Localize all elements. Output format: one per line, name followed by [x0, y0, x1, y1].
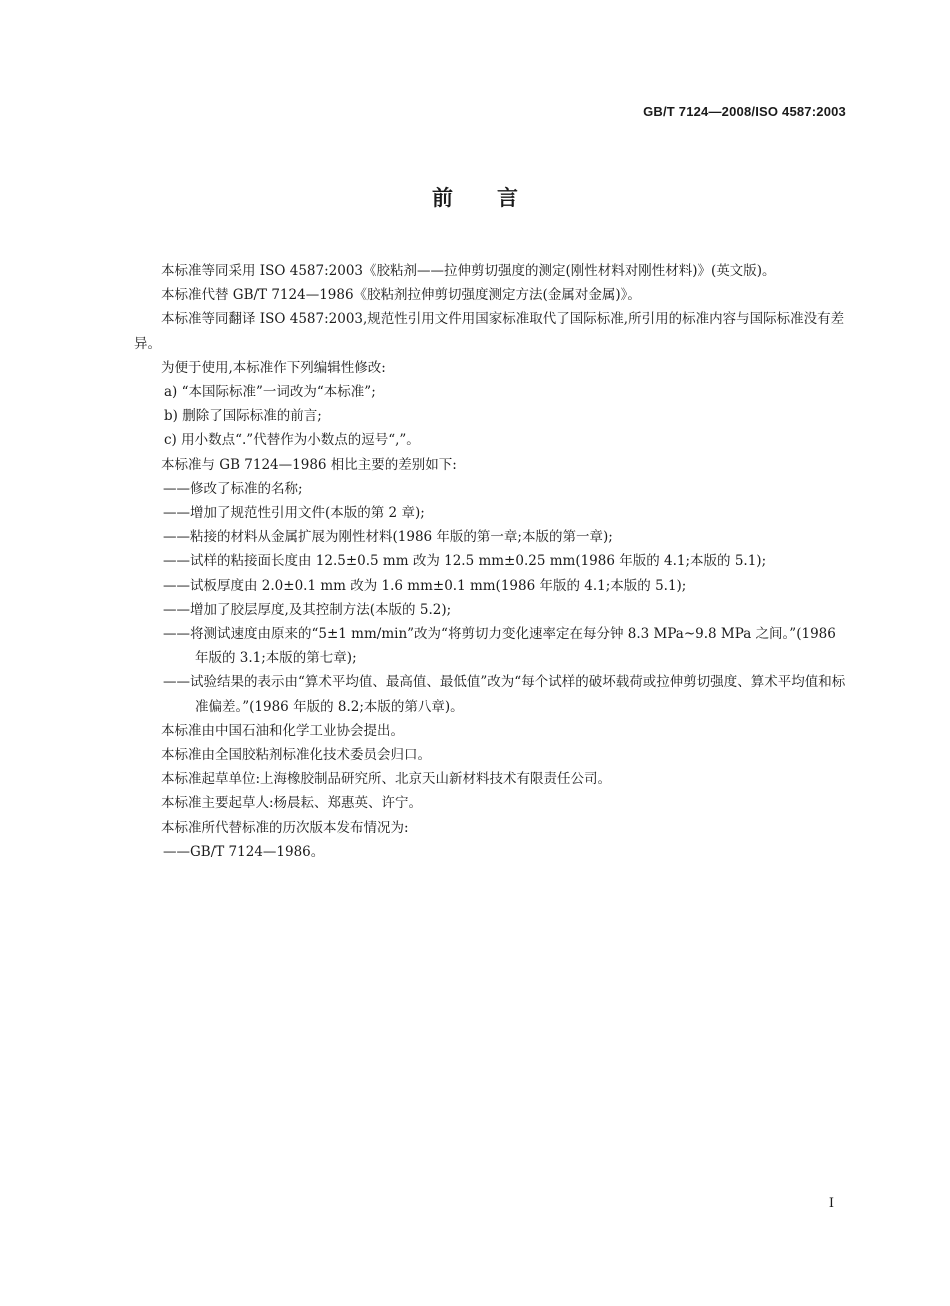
difference-item: ——增加了胶层厚度,及其控制方法(本版的 5.2);	[163, 601, 452, 618]
page-title: 前言	[432, 185, 562, 210]
difference-item: ——将测试速度由原来的“5±1 mm/min”改为“将剪切力变化速率定在每分钟 8.3 MPa~9.8 MPa 之间。”(1986 年版的 3.1;本版的第七章);	[163, 626, 836, 667]
foreword-body	[134, 259, 846, 864]
paragraph-edits-intro: 为便于使用,本标准作下列编辑性修改:	[161, 359, 386, 376]
difference-item: ——试板厚度由 2.0±0.1 mm 改为 1.6 mm±0.1 mm(1986 年版的 4.1;本版的 5.1);	[163, 577, 687, 594]
edit-item-a: a) “本国际标准”一词改为“本标准”;	[164, 384, 376, 401]
difference-item: ——修改了标准的名称;	[163, 480, 303, 497]
paragraph-translation: 本标准等同翻译 ISO 4587:2003,规范性引用文件用国家标准取代了国际标准,所引用的标准内容与国际标准没有差异。	[134, 311, 845, 352]
edit-item-b: b) 删除了国际标准的前言;	[164, 408, 322, 425]
difference-item: ——增加了规范性引用文件(本版的第 2 章);	[163, 505, 425, 522]
difference-item: ——试样的粘接面长度由 12.5±0.5 mm 改为 12.5 mm±0.25 mm(1986 年版的 4.1;本版的 5.1);	[163, 553, 767, 570]
page-number: I	[828, 1196, 834, 1211]
paragraph-committee: 本标准由全国胶粘剂标准化技术委员会归口。	[161, 747, 431, 764]
standard-code-header: GB/T 7124—2008/ISO 4587:2003	[643, 104, 846, 119]
paragraph-differences-intro: 本标准与 GB 7124—1986 相比主要的差别如下:	[161, 456, 457, 473]
difference-item: ——试验结果的表示由“算术平均值、最高值、最低值”改为“每个试样的破坏载荷或拉伸剪切强度、算术平均值和标准偏差。”(1986 年版的 8.2;本版的第八章)。	[163, 674, 846, 715]
paragraph-proposer: 本标准由中国石油和化学工业协会提出。	[161, 722, 404, 739]
paragraph-replaces: 本标准代替 GB/T 7124—1986《胶粘剂拉伸剪切强度测定方法(金属对金属)》。	[161, 287, 641, 304]
history-item: ——GB/T 7124—1986。	[163, 843, 325, 860]
edit-item-c: c) 用小数点“.”代替作为小数点的逗号“,”。	[164, 432, 420, 449]
paragraph-adoption: 本标准等同采用 ISO 4587:2003《胶粘剂——拉伸剪切强度的测定(刚性材料对刚性材料)》(英文版)。	[161, 263, 776, 279]
paragraph-history-intro: 本标准所代替标准的历次版本发布情况为:	[161, 819, 409, 836]
difference-item: ——粘接的材料从金属扩展为刚性材料(1986 年版的第一章;本版的第一章);	[163, 529, 613, 546]
paragraph-drafting-units: 本标准起草单位:上海橡胶制品研究所、北京天山新材料技术有限责任公司。	[161, 771, 612, 788]
paragraph-drafters: 本标准主要起草人:杨晨耘、郑惠英、许宁。	[161, 795, 423, 812]
